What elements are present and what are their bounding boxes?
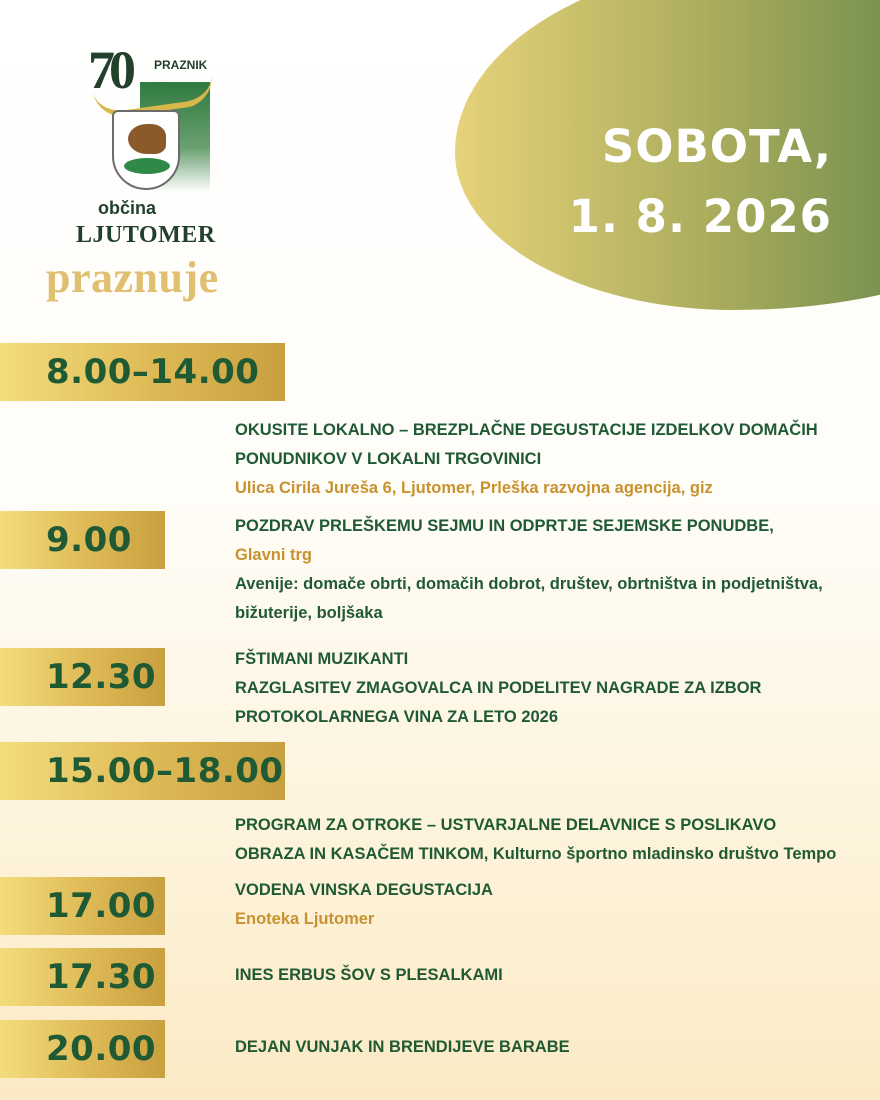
time-badge: 20.00	[0, 1020, 165, 1078]
event-item	[235, 811, 855, 869]
event-item	[235, 645, 855, 732]
event-details: Avenije: domače obrti, domačih dobrot, društev, obrtništva in podjetništva,	[235, 575, 823, 593]
event-item	[235, 961, 855, 990]
dragon-icon	[124, 158, 170, 174]
horse-icon	[128, 124, 166, 154]
event-location: Enoteka Ljutomer	[235, 910, 375, 928]
event-title: OKUSITE LOKALNO – BREZPLAČNE DEGUSTACIJE IZDELKOV DOMAČIH	[235, 421, 818, 439]
event-details: bižuterije, boljšaka	[235, 604, 383, 622]
logo-municipality: LJUTOMER	[76, 222, 216, 248]
event-title: PONUDNIKOV V LOKALNI TRGOVINICI	[235, 450, 542, 468]
logo-number: 70	[88, 40, 130, 100]
date-text: 1. 8. 2026	[568, 190, 832, 243]
event-title: PROTOKOLARNEGA VINA ZA LETO 2026	[235, 708, 559, 726]
coat-of-arms-icon	[112, 110, 180, 190]
logo-obcina: občina	[98, 198, 157, 218]
event-title: RAZGLASITEV ZMAGOVALCA IN PODELITEV NAGRADE ZA IZBOR	[235, 679, 762, 697]
event-item	[235, 416, 855, 503]
time-badge: 12.30	[0, 648, 165, 706]
municipality-logo	[40, 40, 260, 320]
event-location: Ulica Cirila Jureša 6, Ljutomer, Prleška razvojna agencija, giz	[235, 479, 713, 497]
time-badge: 17.30	[0, 948, 165, 1006]
time-badge: 15.00–18.00	[0, 742, 285, 800]
date-heading	[569, 112, 832, 252]
logo-praznik: PRAZNIK	[154, 58, 208, 72]
event-title: POZDRAV PRLEŠKEMU SEJMU IN ODPRTJE SEJEMSKE PONUDBE,	[235, 517, 774, 535]
event-title: OBRAZA IN KASAČEM TINKOM, Kulturno športno mladinsko društvo Tempo	[235, 845, 837, 863]
event-item	[235, 512, 855, 628]
time-badge: 8.00–14.00	[0, 343, 285, 401]
time-badge: 17.00	[0, 877, 165, 935]
event-title: PROGRAM ZA OTROKE – USTVARJALNE DELAVNICE S POSLIKAVO	[235, 816, 777, 834]
event-item	[235, 1033, 855, 1062]
day-name: SOBOTA,	[601, 120, 832, 173]
time-badge: 9.00	[0, 511, 165, 569]
event-title: VODENA VINSKA DEGUSTACIJA	[235, 881, 493, 899]
logo-praznuje: praznuje	[46, 253, 219, 302]
event-title: INES ERBUS ŠOV S PLESALKAMI	[235, 966, 503, 984]
event-title: FŠTIMANI MUZIKANTI	[235, 650, 409, 668]
event-item	[235, 876, 855, 934]
event-location: Glavni trg	[235, 546, 313, 564]
event-title: DEJAN VUNJAK IN BRENDIJEVE BARABE	[235, 1038, 570, 1056]
